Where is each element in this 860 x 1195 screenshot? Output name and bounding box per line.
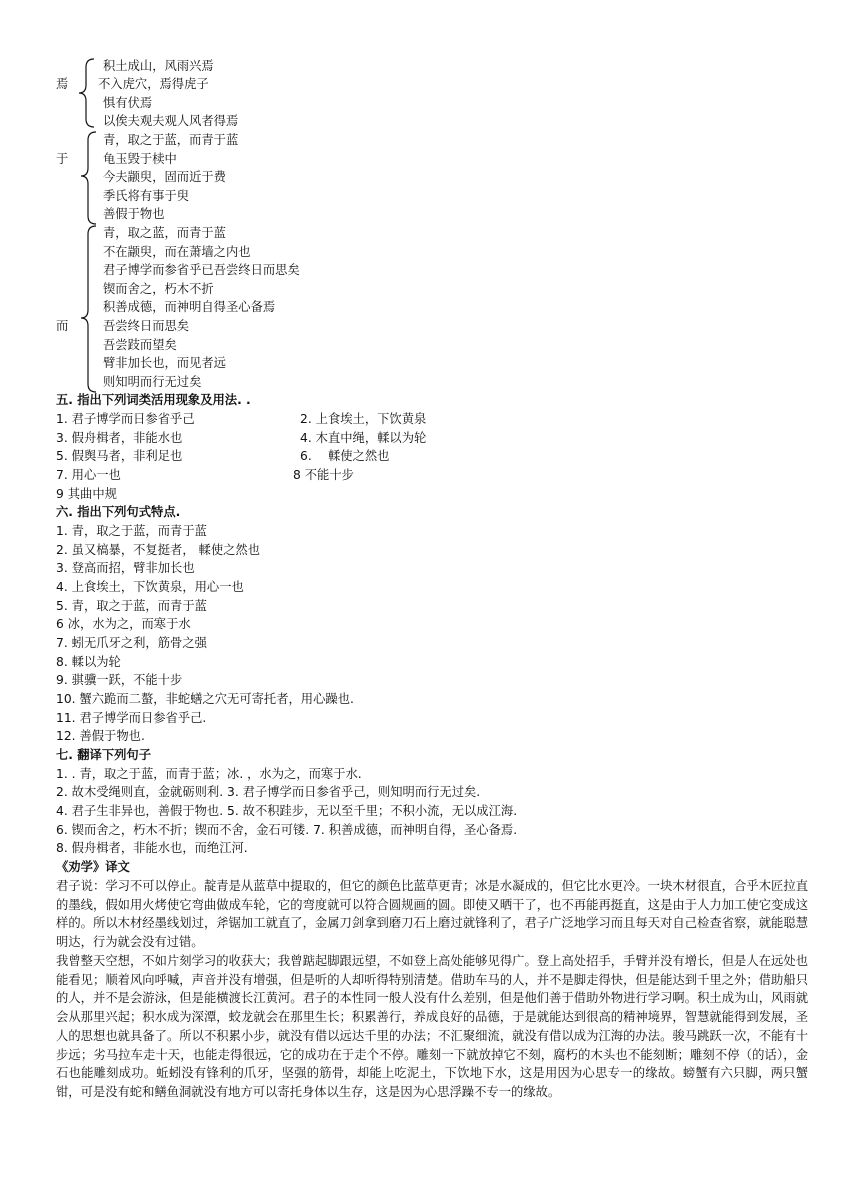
group-char-er: 而 [56,319,69,333]
s6-item: 5. 青，取之于蓝，而青于蓝 [56,599,207,613]
s5-item: 9 其曲中规 [56,487,117,501]
s6-item: 7. 蚓无爪牙之利，筋骨之强 [56,636,207,650]
s6-item: 6 冰，水为之，而寒于水 [56,617,191,631]
s7-item: 6. 锲而舍之，朽木不折；锲而不舍，金石可镂. 7. 积善成德，而神明自得，圣心备焉. [56,823,518,837]
s7-item: 8. 假舟楫者，非能水也，而绝江河. [56,841,248,855]
yan-item: 惧有伏焉 [103,96,153,110]
brace-er [78,224,100,394]
group-char-yu: 于 [56,152,69,166]
brace-yu [78,130,100,226]
s6-item: 1. 青，取之于蓝，而青于蓝 [56,524,207,538]
yu-item: 青，取之于蓝，而青于蓝 [103,133,239,147]
s7-item: 2. 故木受绳则直，金就砺则利. 3. 君子博学而日参省乎己，则知明而行无过矣. [56,785,481,799]
section-6-title: 六. 指出下列句式特点. [56,505,181,519]
s5-item: 5. 假舆马者，非利足也 [56,449,183,463]
s6-item: 8. 輮以为轮 [56,655,121,669]
s6-item: 12. 善假于物也. [56,729,145,743]
er-item: 锲而舍之，朽木不折 [103,282,214,296]
s7-item: 1. . 青，取之于蓝，而青于蓝；冰. ，水为之，而寒于水. [56,767,362,781]
er-item: 青，取之蓝，而青于蓝 [103,226,226,240]
yan-item: 积土成山，风雨兴焉 [103,59,214,73]
group-char-yan: 焉 [56,77,69,91]
yan-item: 以俟夫观夫观人风者得焉 [103,114,239,128]
s5-item: 8 不能十步 [293,468,354,482]
er-item: 臂非加长也，而见者远 [103,356,226,370]
er-item: 吾尝跂而望矣 [103,338,177,352]
er-item: 君子博学而参省乎已吾尝终日而思矣 [103,263,300,277]
yu-item: 季氏将有事于臾 [103,189,190,203]
s5-item: 3. 假舟楫者，非能水也 [56,431,183,445]
s6-item: 2. 虽又槁暴，不复挺者， 輮使之然也 [56,543,261,557]
s7-item: 4. 君子生非异也，善假于物也. 5. 故不积跬步，无以至千里；不积小流，无以成江海. [56,804,518,818]
er-item: 积善成德，而神明自得圣心备焉 [103,300,276,314]
s6-item: 3. 登高而招，臂非加长也 [56,561,195,575]
yu-item: 今夫颛臾，固而近于费 [103,170,226,184]
s6-item: 11. 君子博学而日参省乎己. [56,711,207,725]
er-item: 不在颛臾，而在萧墙之内也 [103,245,251,259]
translation-title: 《劝学》译文 [56,860,130,874]
s6-item: 9. 骐骥一跃，不能十步 [56,673,183,687]
er-item: 吾尝终日而思矣 [103,319,190,333]
s6-item: 10. 蟹六跪而二螯，非蛇蟮之穴无可寄托者，用心躁也. [56,692,354,706]
s5-item: 2. 上食埃土，下饮黄泉 [300,412,427,426]
s5-item: 1. 君子博学而日参省乎己 [56,412,195,426]
brace-yan [76,57,98,129]
s6-item: 4. 上食埃土，下饮黄泉，用心一也 [56,580,244,594]
s5-item: 4. 木直中绳，輮以为轮 [300,431,427,445]
translation-paragraph-1: 君子说：学习不可以停止。靛青是从蓝草中提取的，但它的颜色比蓝草更青；冰是水凝成的，但它比水更冷。一块木材很直，合乎木匠拉直的墨线，假如用火烤使它弯曲做成车轮，它的弯度就可以符合圆规画的圆。即使又晒干了，也不再能再挺直，这是由于人力加工使它变成这样的。所以木材经墨线划过，斧锯加工就直了，金属刀剑拿到磨刀石上磨过就锋利了，君子广泛地学习而且每天对自己检查省察，就能聪慧明达，行为就会没有过错。 [56,879,808,950]
s5-item: 6. 輮使之然也 [300,449,390,463]
s5-item: 7. 用心一也 [56,468,121,482]
yu-item: 龟玉毁于椟中 [103,152,177,166]
translation-paragraph-2: 我曾整天空想，不如片刻学习的收获大；我曾踮起脚跟远望，不如登上高处能够见得广。登上高处招手，手臂并没有增长，但是人在远处也能看见；顺着风向呼喊，声音并没有增强，但是听的人却听得特别清楚。借助车马的人，并不是脚走得快，但是能达到千里之外；借助船只的人，并不是会游泳，但是能横渡长江黄河。君子的本性同一般人没有什么差别，但是他们善于借助外物进行学习啊。积土成为山，风雨就会从那里兴起；积水成为深潭，蛟龙就会在那里生长；积累善行，养成良好的品德，于是就能达到很高的精神境界，智慧就能得到发展，圣人的思想也就具备了。所以不积累小步，就没有借以远达千里的办法；不汇聚细流，就没有借以成为江海的办法。骏马跳跃一次，不能有十步远；劣马拉车走十天，也能走得很远，它的成功在于走个不停。雕刻一下就放掉它不刻，腐朽的木头也不能刻断；雕刻不停（的话），金石也能雕刻成功。蚯蚓没有锋利的爪牙，坚强的筋骨，却能上吃泥土，下饮地下水，这是用因为心思专一的缘故。螃蟹有六只脚，两只蟹钳，可是没有蛇和鳝鱼洞就没有地方可以寄托身体以生存，这是因为心思浮躁不专一的缘故。 [56,954,808,1099]
section-5-title: 五. 指出下列词类活用现象及用法. . [56,393,251,407]
yan-item: 不入虎穴，焉得虎子 [98,77,209,91]
er-item: 则知明而行无过矣 [103,375,202,389]
yu-item: 善假于物也 [103,207,165,221]
section-7-title: 七. 翻译下列句子 [56,748,152,762]
